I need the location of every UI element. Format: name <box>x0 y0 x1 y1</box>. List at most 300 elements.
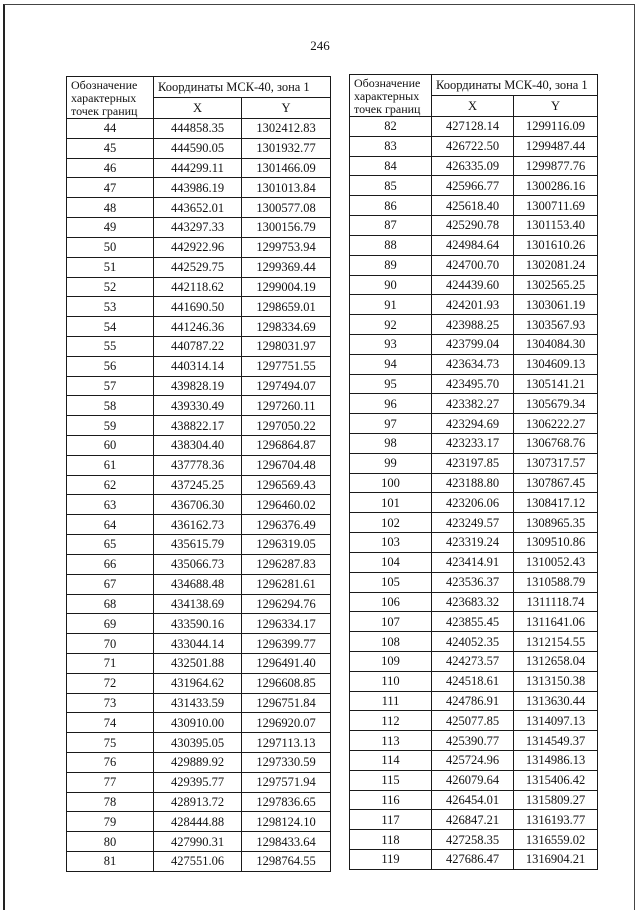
coord-x: 436706.30 <box>154 495 242 515</box>
coord-y: 1316193.77 <box>514 810 598 830</box>
point-number: 96 <box>350 394 432 414</box>
coord-x: 423294.69 <box>432 414 514 434</box>
point-number: 53 <box>67 297 154 317</box>
point-number: 86 <box>350 196 432 216</box>
point-number: 72 <box>67 673 154 693</box>
table-row <box>67 455 331 475</box>
table-row <box>67 772 331 792</box>
point-number: 106 <box>350 592 432 612</box>
header-x: X <box>154 98 242 119</box>
table-row <box>67 515 331 535</box>
coord-x: 439828.19 <box>154 376 242 396</box>
coord-y: 1300577.08 <box>242 198 331 218</box>
coord-y: 1310588.79 <box>514 572 598 592</box>
point-number: 109 <box>350 651 432 671</box>
coord-x: 438822.17 <box>154 416 242 436</box>
table-row <box>350 434 598 454</box>
table-row <box>67 753 331 773</box>
table-row <box>350 275 598 295</box>
coord-x: 423634.73 <box>432 354 514 374</box>
table-row <box>67 812 331 832</box>
coord-y: 1316559.02 <box>514 830 598 850</box>
coord-x: 426454.01 <box>432 790 514 810</box>
coord-x: 428913.72 <box>154 792 242 812</box>
coord-x: 424201.93 <box>432 295 514 315</box>
point-number: 104 <box>350 552 432 572</box>
table-row <box>67 634 331 654</box>
table-row <box>67 376 331 396</box>
table-row <box>67 416 331 436</box>
table-row <box>350 394 598 414</box>
coord-x: 425390.77 <box>432 731 514 751</box>
point-number: 66 <box>67 554 154 574</box>
table-row <box>67 198 331 218</box>
coord-y: 1298124.10 <box>242 812 331 832</box>
table-row <box>67 119 331 139</box>
coord-x: 435615.79 <box>154 535 242 555</box>
coord-y: 1296608.85 <box>242 673 331 693</box>
coord-y: 1299487.44 <box>514 136 598 156</box>
point-number: 94 <box>350 354 432 374</box>
coord-y: 1296460.02 <box>242 495 331 515</box>
point-number: 91 <box>350 295 432 315</box>
coord-x: 434688.48 <box>154 574 242 594</box>
coord-x: 424273.57 <box>432 651 514 671</box>
coord-x: 423855.45 <box>432 612 514 632</box>
table-row <box>350 731 598 751</box>
table-row <box>350 255 598 275</box>
coord-x: 433044.14 <box>154 634 242 654</box>
point-number: 74 <box>67 713 154 733</box>
coord-y: 1300711.69 <box>514 196 598 216</box>
header-y: Y <box>514 96 598 117</box>
table-row <box>67 218 331 238</box>
point-number: 58 <box>67 396 154 416</box>
table-row <box>67 614 331 634</box>
coord-y: 1299877.76 <box>514 156 598 176</box>
coord-y: 1306222.27 <box>514 414 598 434</box>
point-number: 73 <box>67 693 154 713</box>
point-number: 83 <box>350 136 432 156</box>
point-number: 63 <box>67 495 154 515</box>
coord-x: 442529.75 <box>154 257 242 277</box>
point-number: 116 <box>350 790 432 810</box>
point-number: 87 <box>350 216 432 236</box>
coord-x: 423249.57 <box>432 513 514 533</box>
coord-x: 443652.01 <box>154 198 242 218</box>
coord-x: 432501.88 <box>154 653 242 673</box>
point-number: 88 <box>350 235 432 255</box>
table-row <box>67 158 331 178</box>
coordinates-table-right <box>349 74 598 870</box>
point-number: 51 <box>67 257 154 277</box>
coord-y: 1296294.76 <box>242 594 331 614</box>
point-number: 49 <box>67 218 154 238</box>
point-number: 81 <box>67 852 154 872</box>
coord-y: 1296399.77 <box>242 634 331 654</box>
coord-x: 424439.60 <box>432 275 514 295</box>
coord-y: 1312658.04 <box>514 651 598 671</box>
point-number: 55 <box>67 336 154 356</box>
point-number: 102 <box>350 513 432 533</box>
coord-y: 1304609.13 <box>514 354 598 374</box>
point-number: 45 <box>67 138 154 158</box>
point-number: 92 <box>350 315 432 335</box>
point-number: 54 <box>67 317 154 337</box>
coord-y: 1300156.79 <box>242 218 331 238</box>
point-number: 97 <box>350 414 432 434</box>
coord-y: 1296287.83 <box>242 554 331 574</box>
table-row <box>67 237 331 257</box>
header-coordinate-system: Координаты МСК-40, зона 1 <box>432 75 598 96</box>
coord-y: 1315809.27 <box>514 790 598 810</box>
table-row <box>350 533 598 553</box>
coord-x: 442118.62 <box>154 277 242 297</box>
coord-y: 1310052.43 <box>514 552 598 572</box>
point-number: 90 <box>350 275 432 295</box>
coord-y: 1296319.05 <box>242 535 331 555</box>
coord-y: 1316904.21 <box>514 850 598 870</box>
coord-y: 1314549.37 <box>514 731 598 751</box>
point-number: 65 <box>67 535 154 555</box>
point-number: 69 <box>67 614 154 634</box>
coord-y: 1301932.77 <box>242 138 331 158</box>
point-number: 59 <box>67 416 154 436</box>
table-row <box>350 453 598 473</box>
table-row <box>67 178 331 198</box>
coord-y: 1311118.74 <box>514 592 598 612</box>
coord-x: 425618.40 <box>432 196 514 216</box>
point-number: 52 <box>67 277 154 297</box>
coord-y: 1299753.94 <box>242 237 331 257</box>
coord-x: 426335.09 <box>432 156 514 176</box>
coord-x: 425077.85 <box>432 711 514 731</box>
coord-x: 426722.50 <box>432 136 514 156</box>
coord-x: 423683.32 <box>432 592 514 612</box>
point-number: 80 <box>67 832 154 852</box>
coord-x: 427686.47 <box>432 850 514 870</box>
coord-x: 427551.06 <box>154 852 242 872</box>
table-row <box>67 535 331 555</box>
coord-y: 1307317.57 <box>514 453 598 473</box>
coord-y: 1299369.44 <box>242 257 331 277</box>
table-row <box>350 414 598 434</box>
coord-y: 1303567.93 <box>514 315 598 335</box>
coord-y: 1296334.17 <box>242 614 331 634</box>
table-row <box>67 257 331 277</box>
coord-x: 443297.33 <box>154 218 242 238</box>
coord-y: 1296920.07 <box>242 713 331 733</box>
coord-x: 427990.31 <box>154 832 242 852</box>
coord-x: 437778.36 <box>154 455 242 475</box>
coord-y: 1302081.24 <box>514 255 598 275</box>
table-row <box>350 513 598 533</box>
coord-x: 426847.21 <box>432 810 514 830</box>
table-row <box>350 770 598 790</box>
coord-y: 1297113.13 <box>242 733 331 753</box>
table-row <box>67 792 331 812</box>
table-row <box>67 554 331 574</box>
coord-y: 1304084.30 <box>514 334 598 354</box>
coord-y: 1308417.12 <box>514 493 598 513</box>
table-row <box>350 850 598 870</box>
coord-x: 425290.78 <box>432 216 514 236</box>
coord-x: 428444.88 <box>154 812 242 832</box>
coord-x: 426079.64 <box>432 770 514 790</box>
table-row <box>350 592 598 612</box>
point-number: 108 <box>350 632 432 652</box>
table-row <box>67 297 331 317</box>
point-number: 48 <box>67 198 154 218</box>
coord-x: 423233.17 <box>432 434 514 454</box>
coord-x: 427258.35 <box>432 830 514 850</box>
coord-y: 1296376.49 <box>242 515 331 535</box>
point-number: 95 <box>350 374 432 394</box>
coord-y: 1297330.59 <box>242 753 331 773</box>
coord-y: 1298031.97 <box>242 336 331 356</box>
coord-x: 423988.25 <box>432 315 514 335</box>
coord-y: 1297836.65 <box>242 792 331 812</box>
coord-y: 1312154.55 <box>514 632 598 652</box>
coord-x: 424700.70 <box>432 255 514 275</box>
table-row <box>67 693 331 713</box>
table-row <box>350 751 598 771</box>
coord-x: 442922.96 <box>154 237 242 257</box>
table-row <box>67 436 331 456</box>
coord-x: 425966.77 <box>432 176 514 196</box>
coord-x: 441690.50 <box>154 297 242 317</box>
point-number: 64 <box>67 515 154 535</box>
coord-x: 424052.35 <box>432 632 514 652</box>
coord-x: 423188.80 <box>432 473 514 493</box>
coord-y: 1299116.09 <box>514 117 598 137</box>
coord-y: 1301153.40 <box>514 216 598 236</box>
point-number: 113 <box>350 731 432 751</box>
coord-x: 430395.05 <box>154 733 242 753</box>
coord-x: 435066.73 <box>154 554 242 574</box>
point-number: 62 <box>67 475 154 495</box>
coord-y: 1305141.21 <box>514 374 598 394</box>
coord-x: 436162.73 <box>154 515 242 535</box>
coord-x: 439330.49 <box>154 396 242 416</box>
coord-x: 423495.70 <box>432 374 514 394</box>
coord-x: 423799.04 <box>432 334 514 354</box>
point-number: 84 <box>350 156 432 176</box>
coord-x: 441246.36 <box>154 317 242 337</box>
coord-y: 1301013.84 <box>242 178 331 198</box>
coord-x: 440787.22 <box>154 336 242 356</box>
point-number: 50 <box>67 237 154 257</box>
coord-y: 1301466.09 <box>242 158 331 178</box>
table-row <box>350 612 598 632</box>
point-number: 76 <box>67 753 154 773</box>
point-number: 75 <box>67 733 154 753</box>
coord-y: 1298433.64 <box>242 832 331 852</box>
point-number: 68 <box>67 594 154 614</box>
point-number: 60 <box>67 436 154 456</box>
table-row <box>67 594 331 614</box>
table-row <box>67 653 331 673</box>
coord-x: 431964.62 <box>154 673 242 693</box>
coord-x: 440314.14 <box>154 356 242 376</box>
table-row <box>350 493 598 513</box>
table-row <box>350 830 598 850</box>
table-row <box>350 354 598 374</box>
coord-y: 1298659.01 <box>242 297 331 317</box>
table-row <box>350 216 598 236</box>
coord-y: 1305679.34 <box>514 394 598 414</box>
header-point-label: Обозначение характерных точек границ <box>350 75 432 117</box>
coord-y: 1306768.76 <box>514 434 598 454</box>
coord-x: 444858.35 <box>154 119 242 139</box>
table-row <box>350 295 598 315</box>
coord-x: 423319.24 <box>432 533 514 553</box>
coord-y: 1314097.13 <box>514 711 598 731</box>
table-row <box>67 277 331 297</box>
table-row <box>350 572 598 592</box>
coord-y: 1297494.07 <box>242 376 331 396</box>
point-number: 79 <box>67 812 154 832</box>
coord-y: 1302565.25 <box>514 275 598 295</box>
table-row <box>67 495 331 515</box>
coord-x: 423536.37 <box>432 572 514 592</box>
coord-y: 1296704.48 <box>242 455 331 475</box>
table-row <box>350 334 598 354</box>
table-row <box>67 673 331 693</box>
table-row <box>67 832 331 852</box>
coord-y: 1313150.38 <box>514 671 598 691</box>
coord-x: 437245.25 <box>154 475 242 495</box>
coord-x: 423414.91 <box>432 552 514 572</box>
table-row <box>350 156 598 176</box>
table-row <box>67 852 331 872</box>
coord-x: 424518.61 <box>432 671 514 691</box>
coord-x: 444299.11 <box>154 158 242 178</box>
point-number: 114 <box>350 751 432 771</box>
table-row <box>67 396 331 416</box>
coord-y: 1297571.94 <box>242 772 331 792</box>
point-number: 78 <box>67 792 154 812</box>
point-number: 115 <box>350 770 432 790</box>
table-row <box>350 671 598 691</box>
point-number: 46 <box>67 158 154 178</box>
point-number: 117 <box>350 810 432 830</box>
point-number: 89 <box>350 255 432 275</box>
coord-y: 1296491.40 <box>242 653 331 673</box>
table-row <box>350 810 598 830</box>
coord-x: 423197.85 <box>432 453 514 473</box>
point-number: 98 <box>350 434 432 454</box>
header-coordinate-system: Координаты МСК-40, зона 1 <box>154 77 331 98</box>
coord-y: 1297751.55 <box>242 356 331 376</box>
point-number: 100 <box>350 473 432 493</box>
table-row <box>350 651 598 671</box>
coord-x: 425724.96 <box>432 751 514 771</box>
coord-y: 1296751.84 <box>242 693 331 713</box>
coord-x: 424786.91 <box>432 691 514 711</box>
coord-y: 1300286.16 <box>514 176 598 196</box>
table-row <box>350 374 598 394</box>
coord-y: 1307867.45 <box>514 473 598 493</box>
coord-x: 430910.00 <box>154 713 242 733</box>
coord-x: 431433.59 <box>154 693 242 713</box>
header-point-label: Обозначение характерных точек границ <box>67 77 154 119</box>
page-number: 246 <box>310 38 330 53</box>
coord-y: 1301610.26 <box>514 235 598 255</box>
coord-y: 1296281.61 <box>242 574 331 594</box>
coord-y: 1298764.55 <box>242 852 331 872</box>
point-number: 71 <box>67 653 154 673</box>
table-row <box>67 138 331 158</box>
table-row <box>350 473 598 493</box>
point-number: 111 <box>350 691 432 711</box>
table-row <box>67 317 331 337</box>
point-number: 77 <box>67 772 154 792</box>
coord-y: 1313630.44 <box>514 691 598 711</box>
point-number: 101 <box>350 493 432 513</box>
coord-x: 433590.16 <box>154 614 242 634</box>
point-number: 47 <box>67 178 154 198</box>
table-row <box>350 552 598 572</box>
coord-y: 1298334.69 <box>242 317 331 337</box>
point-number: 56 <box>67 356 154 376</box>
point-number: 93 <box>350 334 432 354</box>
table-row <box>350 711 598 731</box>
coord-x: 424984.64 <box>432 235 514 255</box>
point-number: 67 <box>67 574 154 594</box>
coord-y: 1311641.06 <box>514 612 598 632</box>
point-number: 57 <box>67 376 154 396</box>
coord-y: 1297050.22 <box>242 416 331 436</box>
coord-y: 1314986.13 <box>514 751 598 771</box>
coord-x: 429889.92 <box>154 753 242 773</box>
table-row <box>350 632 598 652</box>
point-number: 44 <box>67 119 154 139</box>
coordinates-table-left <box>66 76 331 872</box>
point-number: 118 <box>350 830 432 850</box>
table-row <box>67 713 331 733</box>
table-row <box>350 235 598 255</box>
table-row <box>350 176 598 196</box>
table-row <box>67 475 331 495</box>
coord-y: 1302412.83 <box>242 119 331 139</box>
coord-x: 438304.40 <box>154 436 242 456</box>
coord-x: 429395.77 <box>154 772 242 792</box>
table-row <box>350 315 598 335</box>
coord-x: 423206.06 <box>432 493 514 513</box>
coord-x: 427128.14 <box>432 117 514 137</box>
table-row <box>350 790 598 810</box>
point-number: 99 <box>350 453 432 473</box>
point-number: 105 <box>350 572 432 592</box>
table-row <box>67 574 331 594</box>
table-row <box>350 136 598 156</box>
header-y: Y <box>242 98 331 119</box>
coord-y: 1296864.87 <box>242 436 331 456</box>
coord-x: 444590.05 <box>154 138 242 158</box>
coord-y: 1308965.35 <box>514 513 598 533</box>
table-row <box>350 691 598 711</box>
coord-y: 1299004.19 <box>242 277 331 297</box>
point-number: 103 <box>350 533 432 553</box>
point-number: 112 <box>350 711 432 731</box>
table-row <box>350 196 598 216</box>
table-row <box>67 356 331 376</box>
point-number: 82 <box>350 117 432 137</box>
coord-x: 434138.69 <box>154 594 242 614</box>
coord-y: 1315406.42 <box>514 770 598 790</box>
point-number: 119 <box>350 850 432 870</box>
